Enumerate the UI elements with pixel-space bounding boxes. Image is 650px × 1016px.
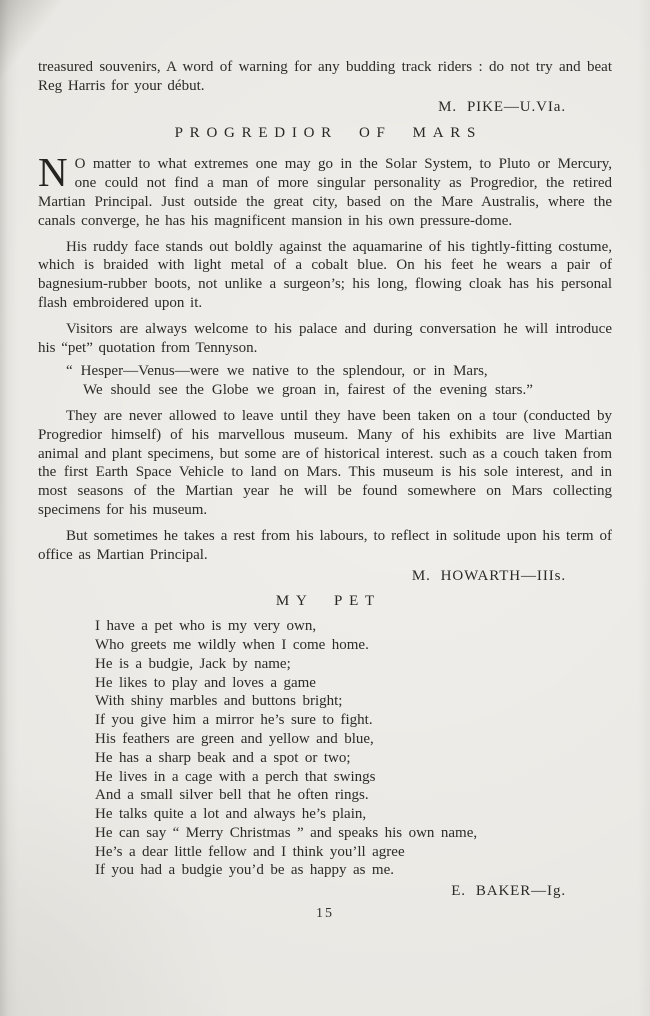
article-title-my-pet: MY PET bbox=[275, 593, 381, 610]
poem-line: He is a budgie, Jack by name; bbox=[95, 655, 291, 672]
poem-line: He lives in a cage with a perch that swings bbox=[95, 768, 376, 785]
poem-line: If you had a budgie you’d be as happy as me. bbox=[95, 862, 395, 879]
poem-line: If you give him a mirror he’s sure to fight. bbox=[95, 712, 373, 729]
article-title-progredior-of-mars: PROGREDIOR OF MARS bbox=[174, 125, 483, 142]
poem-line: I have a pet who is my very own, bbox=[95, 618, 317, 635]
poem-line: Who greets me wildly when I come home. bbox=[95, 636, 369, 653]
tennyson-quote bbox=[66, 362, 612, 400]
poem-line: He has a sharp beak and a spot or two; bbox=[95, 749, 351, 766]
poem-line: With shiny marbles and buttons bright; bbox=[95, 693, 343, 710]
drop-cap-letter: N bbox=[38, 149, 68, 196]
poem-my-pet bbox=[95, 617, 612, 880]
quote-line-2: We should see the Globe we groan in, fairest of the evening stars.” bbox=[83, 382, 533, 399]
continuation-paragraph: treasured souvenirs, A word of warning for any budding track riders : do not try and beat Reg Harris for your début. bbox=[38, 59, 612, 94]
paragraph-museum: They are never allowed to leave until they have been taken on a tour (conducted by Progredior himself) of his marvellous museum. Many of his exhibits are live Martian animal and plant specimens, but some are of historical interest. such as a couch taken from the first Earth Space Vehicle to land on Mars. This museum is his sole interest, and in most seasons of the Martian year he will be found somewhere on Mars collecting specimens for his museum. bbox=[38, 407, 612, 518]
poem-line: He can say “ Merry Christmas ” and speaks his own name, bbox=[95, 824, 478, 841]
page-number: 15 bbox=[316, 906, 334, 922]
paragraph-opening-text: O matter to what extremes one may go in the Solar System, to Pluto or Mercury, one could not find a man of more singular personality as Progredior, the retired Martian Principal. Just outside the great city, based on the Mare Australis, where the canals converge, he has his magnificent mansion in his own pressure-dome. bbox=[38, 156, 612, 229]
byline-baker: E. BAKER—Ig. bbox=[451, 883, 566, 900]
paragraph-visitors: Visitors are always welcome to his palace and during conversation he will introduce his “pet” quotation from Tennyson. bbox=[38, 320, 612, 356]
quote-line-1: “ Hesper—Venus—were we native to the splendour, or in Mars, bbox=[66, 363, 488, 380]
poem-line: He likes to play and loves a game bbox=[95, 674, 316, 691]
paragraph-opening bbox=[38, 149, 612, 230]
poem-line: And a small silver bell that he often rings. bbox=[95, 787, 369, 804]
byline-howarth: M. HOWARTH—IIIs. bbox=[411, 568, 566, 585]
byline-pike: M. PIKE—U.VIa. bbox=[438, 98, 566, 115]
poem-line: He’s a dear little fellow and I think you’ll agree bbox=[95, 843, 405, 860]
paragraph-rest: But sometimes he takes a rest from his labours, to reflect in solitude upon his term of office as Martian Principal. bbox=[38, 527, 612, 563]
paragraph-costume: His ruddy face stands out boldly against the aquamarine of his tightly-fitting costume, which is braided with light metal of a cobalt blue. On his feet he wears a pair of bagnesium-rubber boots, not unlike a surgeon’s; his long, flowing cloak has his personal flash embroidered upon it. bbox=[38, 238, 612, 311]
poem-line: His feathers are green and yellow and blue, bbox=[95, 730, 374, 747]
poem-line: He talks quite a lot and always he’s plain, bbox=[95, 806, 367, 823]
